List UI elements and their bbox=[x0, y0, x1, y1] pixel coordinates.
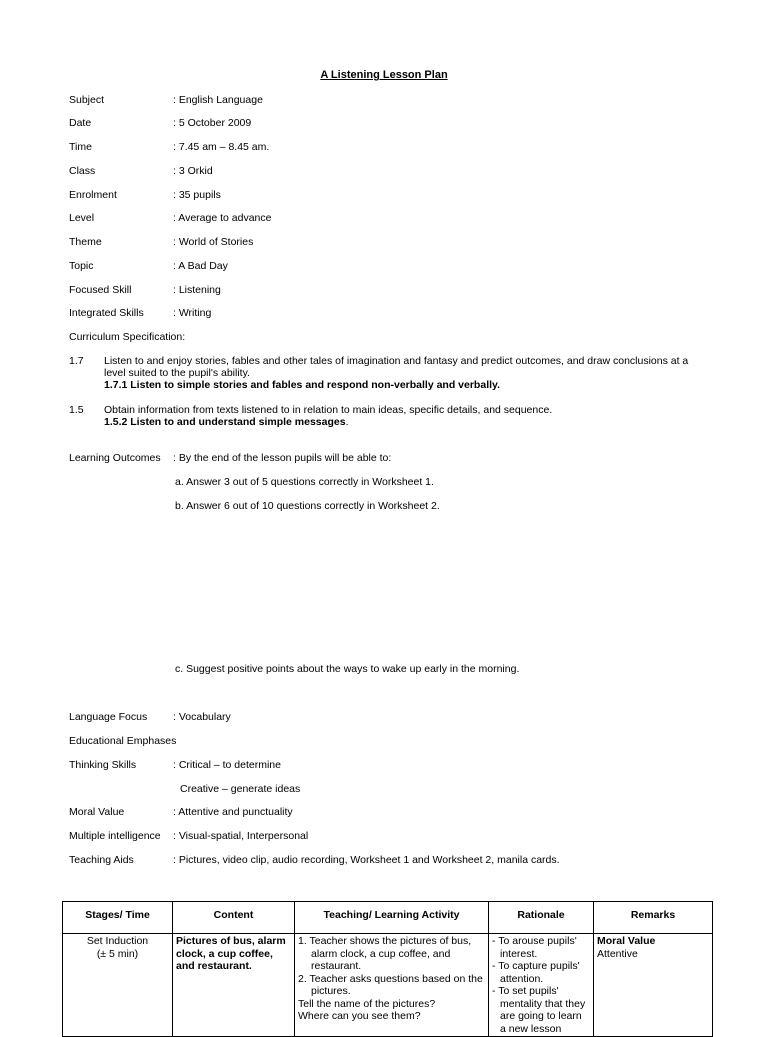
curriculum-sub-1: 1.7.1 Listen to simple stories and fables and respond non-verbally and verbally. bbox=[104, 379, 501, 391]
curriculum-item-1 bbox=[104, 355, 704, 391]
rationale-1: - To arouse pupils' interest. bbox=[492, 935, 577, 960]
remarks-text: Attentive bbox=[597, 947, 638, 960]
topic-value: : A Bad Day bbox=[173, 260, 228, 272]
activity-step-1: 1. Teacher shows the pictures of bus, alarm clock, a cup coffee, and restaurant. bbox=[298, 935, 472, 972]
focused-skill-label: Focused Skill bbox=[69, 284, 132, 296]
teaching-aids-value: : Pictures, video clip, audio recording, Worksheet 1 and Worksheet 2, manila cards. bbox=[173, 854, 560, 866]
theme-label: Theme bbox=[69, 236, 102, 248]
educational-emphases-heading: Educational Emphases bbox=[69, 735, 177, 747]
thinking-skills-value-1: : Critical – to determine bbox=[173, 759, 281, 771]
stage-name: Set Induction bbox=[86, 935, 149, 947]
curriculum-num-2: 1.5 bbox=[69, 404, 84, 416]
rationale-3: - To set pupils' mentality that they are going to learn a new lesson bbox=[492, 985, 586, 1035]
learning-outcomes-label: Learning Outcomes bbox=[69, 452, 161, 464]
thinking-skills-value-2: Creative – generate ideas bbox=[180, 783, 301, 795]
time-label: Time bbox=[69, 141, 92, 153]
multiple-intelligence-label: Multiple intelligence bbox=[69, 830, 161, 842]
stage-time: (± 5 min) bbox=[96, 947, 139, 960]
topic-label: Topic bbox=[69, 260, 94, 272]
subject-value: : English Language bbox=[173, 94, 263, 106]
integrated-skills-label: Integrated Skills bbox=[69, 307, 144, 319]
date-value: : 5 October 2009 bbox=[173, 117, 252, 129]
enrolment-label: Enrolment bbox=[69, 189, 117, 201]
multiple-intelligence-value: : Visual-spatial, Interpersonal bbox=[173, 830, 309, 842]
curriculum-text-2: Obtain information from texts listened to in relation to main ideas, specific details, and sequence. bbox=[104, 404, 553, 416]
enrolment-value: : 35 pupils bbox=[173, 189, 221, 201]
outcome-b: b. Answer 6 out of 10 questions correctly in Worksheet 2. bbox=[175, 500, 440, 512]
activity-question-2: Where can you see them? bbox=[298, 1010, 421, 1022]
moral-value-value: : Attentive and punctuality bbox=[173, 806, 293, 818]
class-value: : 3 Orkid bbox=[173, 165, 213, 177]
table-header-row bbox=[63, 902, 713, 934]
curriculum-text-1: Listen to and enjoy stories, fables and other tales of imagination and fantasy and predict outcomes, and draw conclusions at a level suited to the pupil's ability. bbox=[104, 355, 689, 379]
remarks-cell bbox=[594, 934, 713, 1037]
page-title: A Listening Lesson Plan bbox=[320, 69, 448, 81]
learning-outcomes-intro: : By the end of the lesson pupils will be able to: bbox=[173, 452, 392, 464]
curriculum-sub-2-line bbox=[104, 416, 704, 428]
time-value: : 7.45 am – 8.45 am. bbox=[173, 141, 270, 153]
language-focus-value: : Vocabulary bbox=[173, 711, 231, 723]
table-row bbox=[63, 934, 713, 1037]
rationale-2: - To capture pupils' attention. bbox=[492, 960, 580, 985]
outcome-a: a. Answer 3 out of 5 questions correctly in Worksheet 1. bbox=[175, 476, 434, 488]
remarks-title: Moral Value bbox=[597, 935, 656, 947]
outcome-c: c. Suggest positive points about the ways to wake up early in the morning. bbox=[175, 663, 520, 675]
header-stages-time: Stages/ Time bbox=[63, 902, 173, 934]
curriculum-num-1: 1.7 bbox=[69, 355, 84, 367]
theme-value: : World of Stories bbox=[173, 236, 254, 248]
level-value: : Average to advance bbox=[173, 212, 272, 224]
moral-value-label: Moral Value bbox=[69, 806, 125, 818]
header-content: Content bbox=[173, 902, 295, 934]
curriculum-heading: Curriculum Specification: bbox=[69, 331, 186, 343]
language-focus-label: Language Focus bbox=[69, 711, 148, 723]
subject-label: Subject bbox=[69, 94, 105, 106]
focused-skill-value: : Listening bbox=[173, 284, 221, 296]
curriculum-sub-2: 1.5.2 Listen to and understand simple messages bbox=[104, 416, 346, 428]
level-label: Level bbox=[69, 212, 95, 224]
content-cell: Pictures of bus, alarm clock, a cup coffee, and restaurant. bbox=[173, 934, 295, 1037]
activity-cell bbox=[295, 934, 489, 1037]
integrated-skills-value: : Writing bbox=[173, 307, 212, 319]
curriculum-item-2 bbox=[104, 404, 704, 428]
header-remarks: Remarks bbox=[594, 902, 713, 934]
thinking-skills-label: Thinking Skills bbox=[69, 759, 137, 771]
header-activity: Teaching/ Learning Activity bbox=[295, 902, 489, 934]
activity-step-2: 2. Teacher asks questions based on the pictures. bbox=[298, 972, 483, 997]
header-rationale: Rationale bbox=[489, 902, 594, 934]
rationale-cell bbox=[489, 934, 594, 1037]
date-label: Date bbox=[69, 117, 92, 129]
lesson-table bbox=[62, 901, 713, 1037]
class-label: Class bbox=[69, 165, 96, 177]
teaching-aids-label: Teaching Aids bbox=[69, 854, 134, 866]
stage-cell bbox=[63, 934, 173, 1037]
curriculum-sub-2-suffix: . bbox=[345, 416, 349, 428]
activity-question-1: Tell the name of the pictures? bbox=[298, 997, 436, 1010]
